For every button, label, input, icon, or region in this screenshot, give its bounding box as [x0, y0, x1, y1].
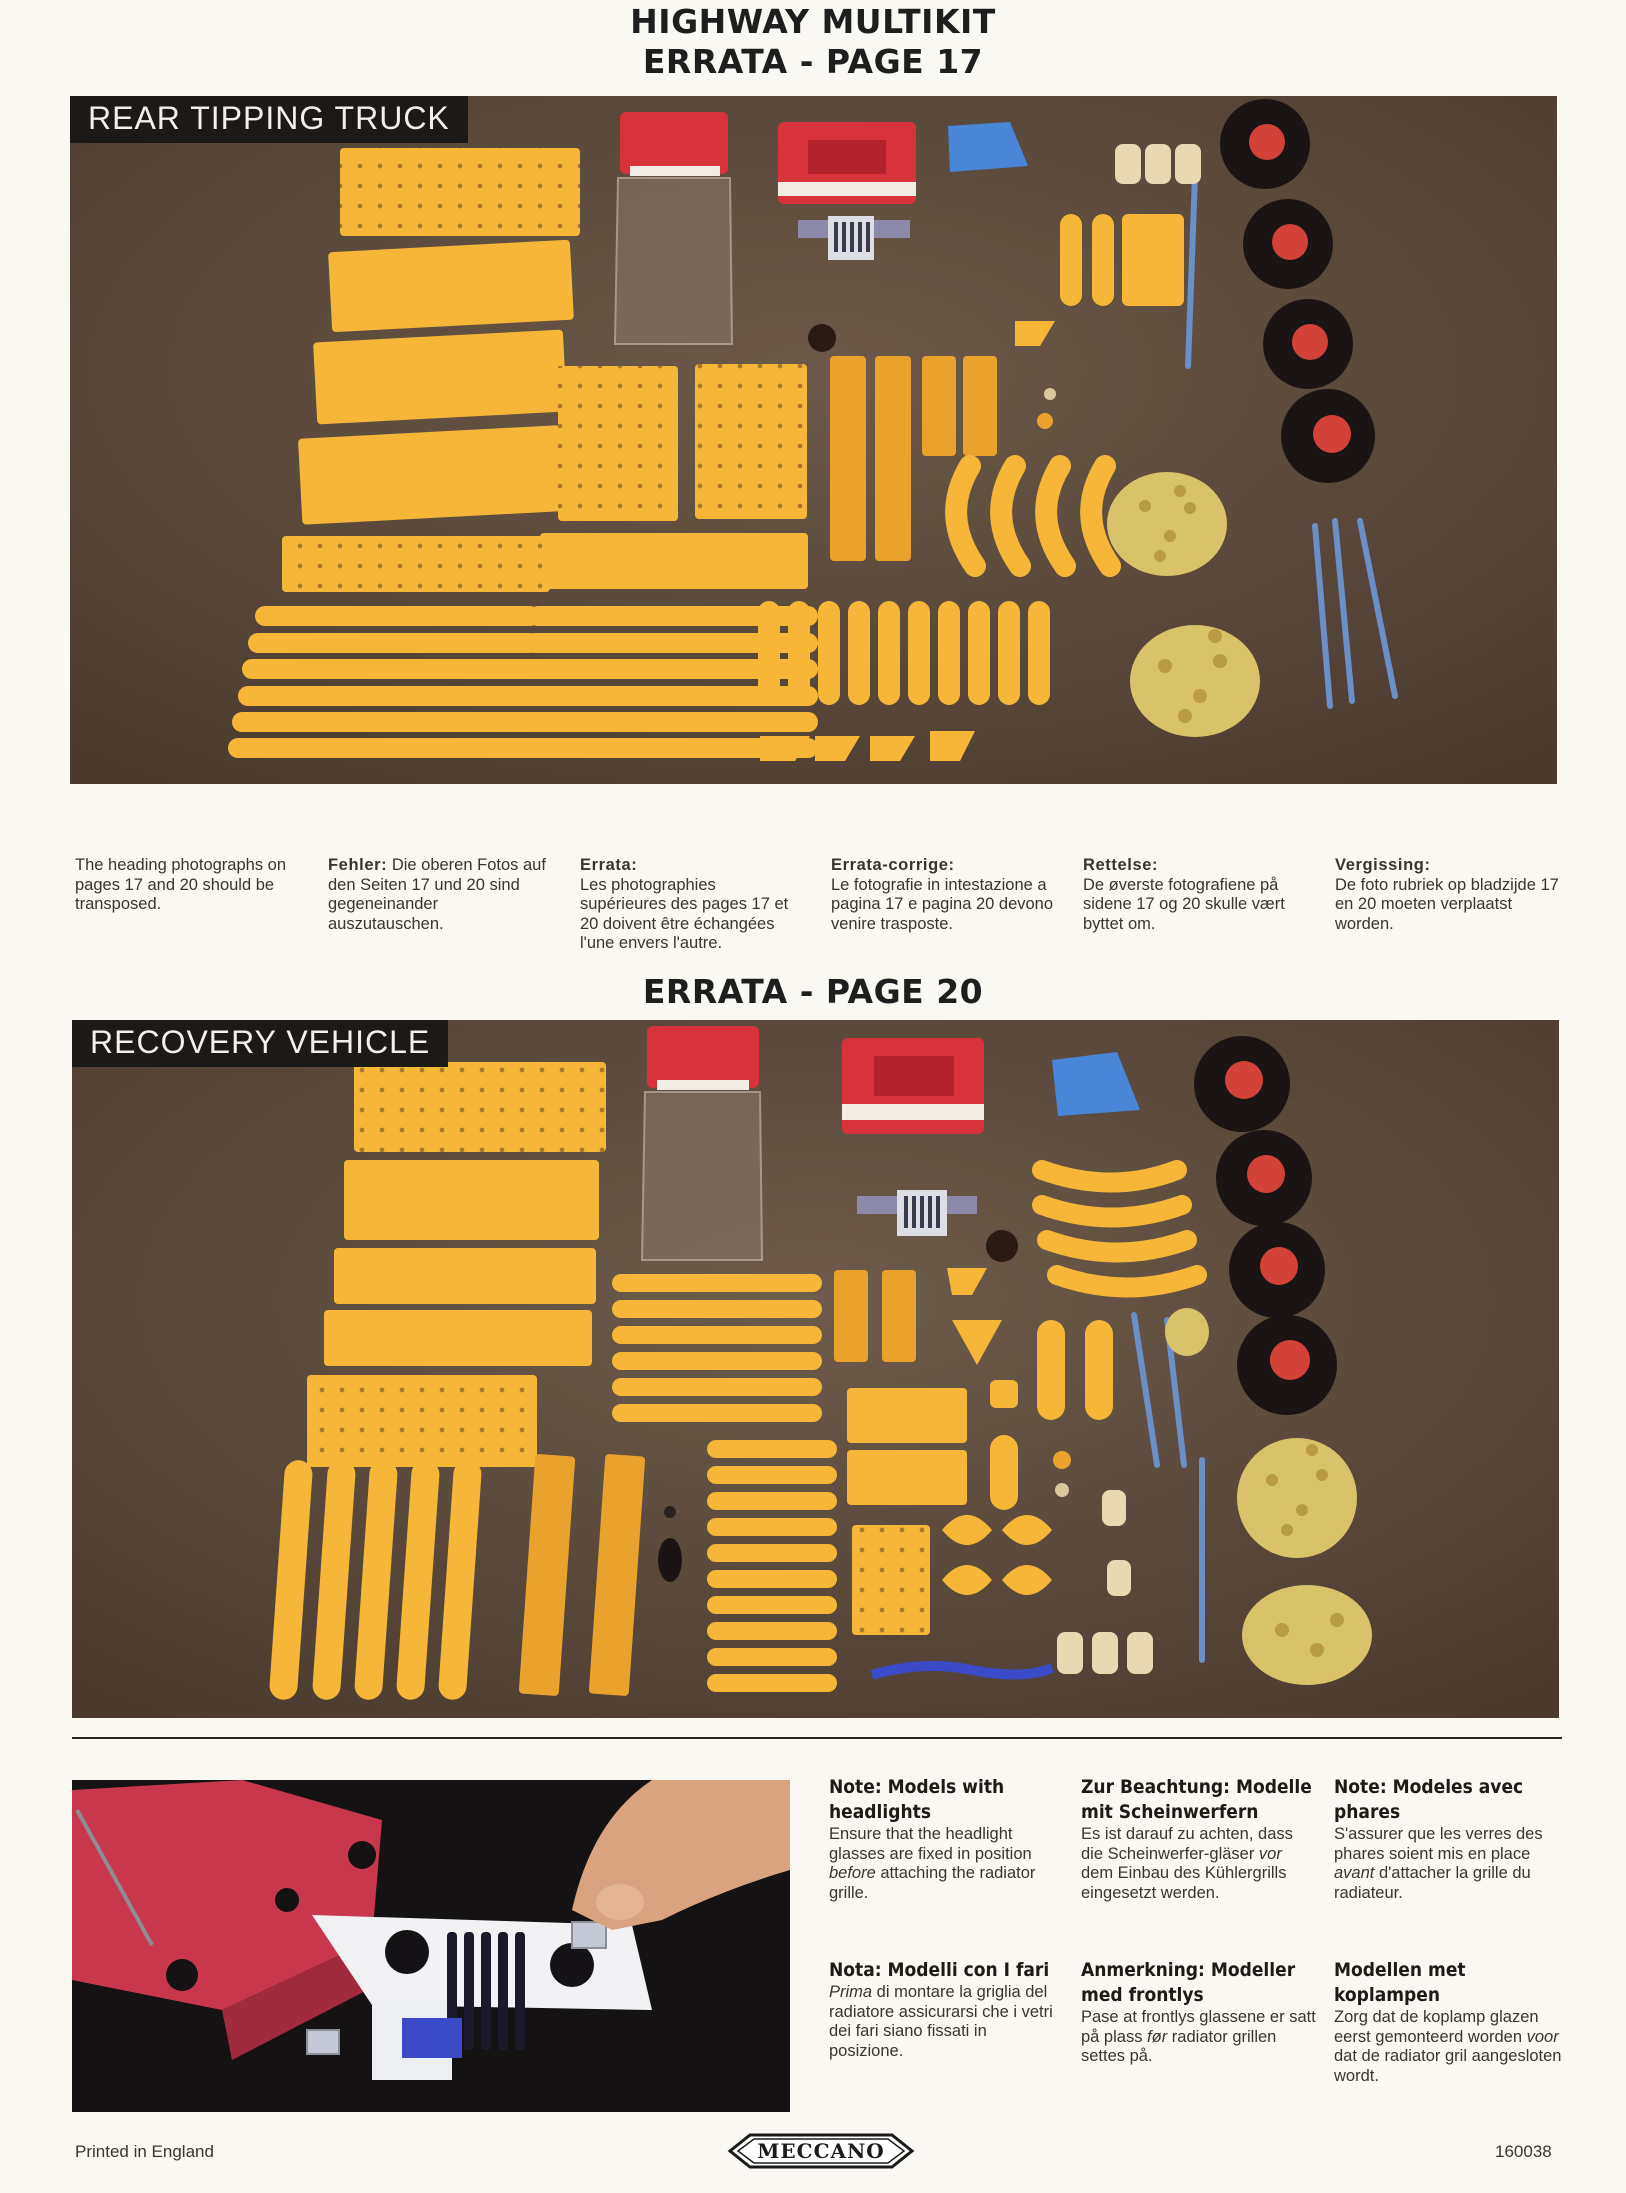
errata-norwegian: [1083, 856, 1308, 934]
errata-italian: [831, 856, 1056, 934]
catalog-code: 160038: [1495, 2142, 1552, 2161]
errata-dutch: [1335, 856, 1560, 934]
errata-heading: Fehler:: [328, 856, 388, 874]
note-norwegian: [1081, 1958, 1316, 2067]
note-french: [1334, 1775, 1569, 1903]
note-german: [1081, 1775, 1316, 1903]
rear-tipping-truck-label: REAR TIPPING TRUCK: [70, 96, 468, 143]
errata-text: Le fotografie in intestazione a pagina 17 e pagina 20 devono venire trasposte.: [831, 875, 1054, 933]
note-body: Es ist darauf zu achten, dass die Scheinwerfer-gläser vor dem Einbau des Kühlergrills eingesetzt werden.: [1081, 1825, 1293, 1902]
note-heading: Zur Beachtung: Modelle mit Scheinwerfern: [1081, 1776, 1312, 1823]
note-heading: Modellen met koplampen: [1334, 1959, 1466, 2006]
errata-heading: Errata-corrige:: [831, 856, 955, 874]
parts-layout-image-2: [72, 1020, 1559, 1718]
errata-page-17-heading: ERRATA - PAGE 17: [642, 42, 984, 81]
recovery-vehicle-label: RECOVERY VEHICLE: [72, 1020, 448, 1067]
note-english: [829, 1775, 1064, 1903]
note-heading: Note: Modeles avec phares: [1334, 1776, 1524, 1823]
grille-closeup-image: [72, 1780, 790, 2112]
errata-text: The heading photographs on pages 17 and 20 should be transposed.: [75, 856, 287, 913]
note-heading: Note: Models with headlights: [829, 1776, 1005, 1823]
note-heading: Anmerkning: Modeller med frontlys: [1081, 1959, 1296, 2006]
parts-layout-image-1: [70, 96, 1557, 784]
rear-tipping-truck-photo: [70, 96, 1557, 784]
note-body: S'assurer que les verres des phares soient mis en place avant d'attacher la grille du radiateur.: [1334, 1825, 1543, 1902]
note-heading: Nota: Modelli con I fari: [829, 1959, 1050, 1981]
note-body: Prima di montare la griglia del radiatore assicurarsi che i vetri dei fari siano fissati in posizione.: [829, 1983, 1053, 2060]
meccano-logo: [722, 2131, 920, 2171]
page-title: HIGHWAY MULTIKIT: [630, 2, 996, 41]
errata-text: Die oberen Fotos auf den Seiten 17 und 20 sind gegeneinander auszutauschen.: [328, 856, 546, 933]
printed-in-england: Printed in England: [75, 2142, 214, 2161]
note-dutch: [1334, 1958, 1569, 2086]
errata-german: [328, 856, 553, 934]
errata-page-20-heading: ERRATA - PAGE 20: [642, 972, 984, 1011]
section-divider: [72, 1737, 1562, 1739]
note-body: Pase at frontlys glassene er satt på plass før radiator grillen settes på.: [1081, 2008, 1316, 2065]
recovery-vehicle-photo: [72, 1020, 1559, 1718]
errata-heading: Rettelse:: [1083, 856, 1159, 874]
note-italian: [829, 1958, 1064, 2061]
errata-heading: Errata:: [580, 856, 638, 874]
logo-text: MECCANO: [757, 2139, 885, 2163]
note-body: Ensure that the headlight glasses are fixed in position before attaching the radiator grille.: [829, 1825, 1036, 1902]
errata-text: De øverste fotografiene på sidene 17 og 20 skulle vært byttet om.: [1083, 875, 1285, 933]
headlight-grille-photo: [72, 1780, 790, 2112]
errata-french: [580, 856, 805, 954]
errata-heading: Vergissing:: [1335, 856, 1431, 874]
errata-text: De foto rubriek op bladzijde 17 en 20 moeten verplaatst worden.: [1335, 875, 1559, 933]
errata-english: [75, 856, 300, 915]
errata-text: Les photographies supérieures des pages 17 et 20 doivent être échangées l'une envers l'autre.: [580, 875, 789, 952]
note-body: Zorg dat de koplamp glazen eerst gemonteerd worden voor dat de radiator gril aangesloten wordt.: [1334, 2008, 1562, 2085]
